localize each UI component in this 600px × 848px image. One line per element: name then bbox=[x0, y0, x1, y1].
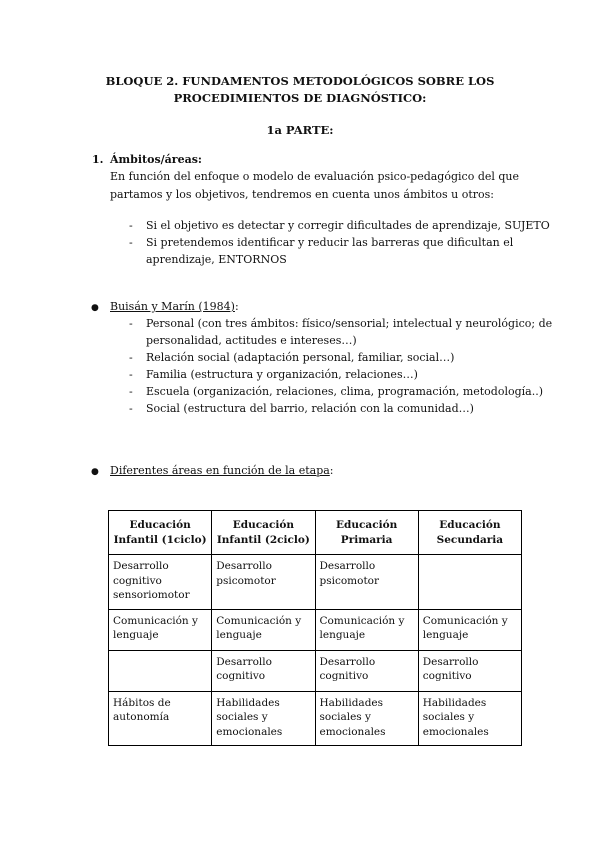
section1-number: 1. bbox=[92, 153, 104, 166]
table-cell: Desarrollo psicomotor bbox=[212, 555, 315, 610]
dash-marker: - bbox=[129, 402, 133, 415]
dash-marker: - bbox=[129, 219, 133, 232]
bullet-icon: ● bbox=[91, 303, 99, 313]
section2-heading: Buisán y Marín (1984) bbox=[110, 300, 235, 313]
dash-marker: - bbox=[129, 385, 133, 398]
dash-marker: - bbox=[129, 368, 133, 381]
table-cell bbox=[109, 650, 212, 691]
dash-marker: - bbox=[129, 236, 133, 249]
table-cell: Comunicación y lenguaje bbox=[418, 609, 521, 650]
section2-heading-wrap bbox=[110, 299, 239, 316]
section3-colon: : bbox=[329, 464, 334, 477]
table-row bbox=[109, 691, 522, 746]
header-line1: Educación bbox=[129, 519, 191, 531]
header-line2: Secundaria bbox=[436, 533, 504, 546]
section1-item-1-line1: Si el objetivo es detectar y corregir dificultades de aprendizaje, SUJETO bbox=[146, 219, 550, 232]
header-primaria bbox=[315, 511, 418, 555]
table-header-row bbox=[109, 511, 522, 555]
section1-item-2-line2: aprendizaje, ENTORNOS bbox=[146, 253, 287, 266]
section3-heading-wrap bbox=[110, 463, 334, 480]
section1-heading: Ámbitos/áreas: bbox=[110, 153, 202, 166]
header-line1: Educación bbox=[232, 519, 294, 531]
table-row bbox=[109, 650, 522, 691]
header-line1: Educación bbox=[336, 519, 398, 531]
table-cell: Desarrollo cognitivo sensoriomotor bbox=[109, 555, 212, 610]
section2-item-5: Social (estructura del barrio, relación con la comunidad…) bbox=[146, 402, 474, 415]
header-infantil-2 bbox=[212, 511, 315, 555]
table-cell: Habilidades sociales y emocionales bbox=[212, 691, 315, 746]
table-cell bbox=[418, 555, 521, 610]
dash-marker: - bbox=[129, 317, 133, 330]
section2-item-2: Relación social (adaptación personal, familiar, social…) bbox=[146, 351, 455, 364]
bullet-icon: ● bbox=[91, 467, 99, 477]
table-cell: Desarrollo cognitivo bbox=[315, 650, 418, 691]
section2-colon: : bbox=[234, 300, 239, 313]
section2-item-1-line1: Personal (con tres ámbitos: físico/sensorial; intelectual y neurológico; de bbox=[146, 317, 553, 330]
section1-intro-line2: partamos y los objetivos, tendremos en cuenta unos ámbitos u otros: bbox=[110, 188, 494, 201]
table-cell: Desarrollo cognitivo bbox=[212, 650, 315, 691]
header-infantil-1 bbox=[109, 511, 212, 555]
dash-marker: - bbox=[129, 351, 133, 364]
section3-heading: Diferentes áreas en función de la etapa bbox=[110, 464, 330, 477]
section2-item-1-line2: personalidad, actitudes e intereses…) bbox=[146, 334, 357, 347]
header-line1: Educación bbox=[439, 519, 501, 531]
table-row bbox=[109, 555, 522, 610]
section1-intro-line1: En función del enfoque o modelo de evaluación psico-pedagógico del que bbox=[110, 170, 520, 183]
table-cell: Desarrollo cognitivo bbox=[418, 650, 521, 691]
section2-item-4: Escuela (organización, relaciones, clima, programación, metodología..) bbox=[146, 385, 544, 398]
header-line2: Primaria bbox=[340, 533, 393, 546]
document-title: BLOQUE 2. FUNDAMENTOS METODOLÓGICOS SOBRE LOS PROCEDIMIENTOS DE DIAGNÓSTICO: bbox=[105, 74, 495, 105]
table-cell: Desarrollo psicomotor bbox=[315, 555, 418, 610]
table-cell: Habilidades sociales y emocionales bbox=[315, 691, 418, 746]
section1-item-2-line1: Si pretendemos identificar y reducir las barreras que dificultan el bbox=[146, 236, 514, 249]
table-cell: Habilidades sociales y emocionales bbox=[418, 691, 521, 746]
table-cell: Comunicación y lenguaje bbox=[212, 609, 315, 650]
table-cell: Hábitos de autonomía bbox=[109, 691, 212, 746]
table-cell: Comunicación y lenguaje bbox=[315, 609, 418, 650]
header-line2: Infantil (1ciclo) bbox=[113, 533, 207, 546]
header-secundaria bbox=[418, 511, 521, 555]
section2-item-3: Familia (estructura y organización, relaciones…) bbox=[146, 368, 418, 381]
table-cell: Comunicación y lenguaje bbox=[109, 609, 212, 650]
areas-table bbox=[108, 510, 522, 746]
header-line2: Infantil (2ciclo) bbox=[216, 533, 310, 546]
table-row bbox=[109, 609, 522, 650]
part-subtitle: 1a PARTE: bbox=[266, 123, 334, 137]
